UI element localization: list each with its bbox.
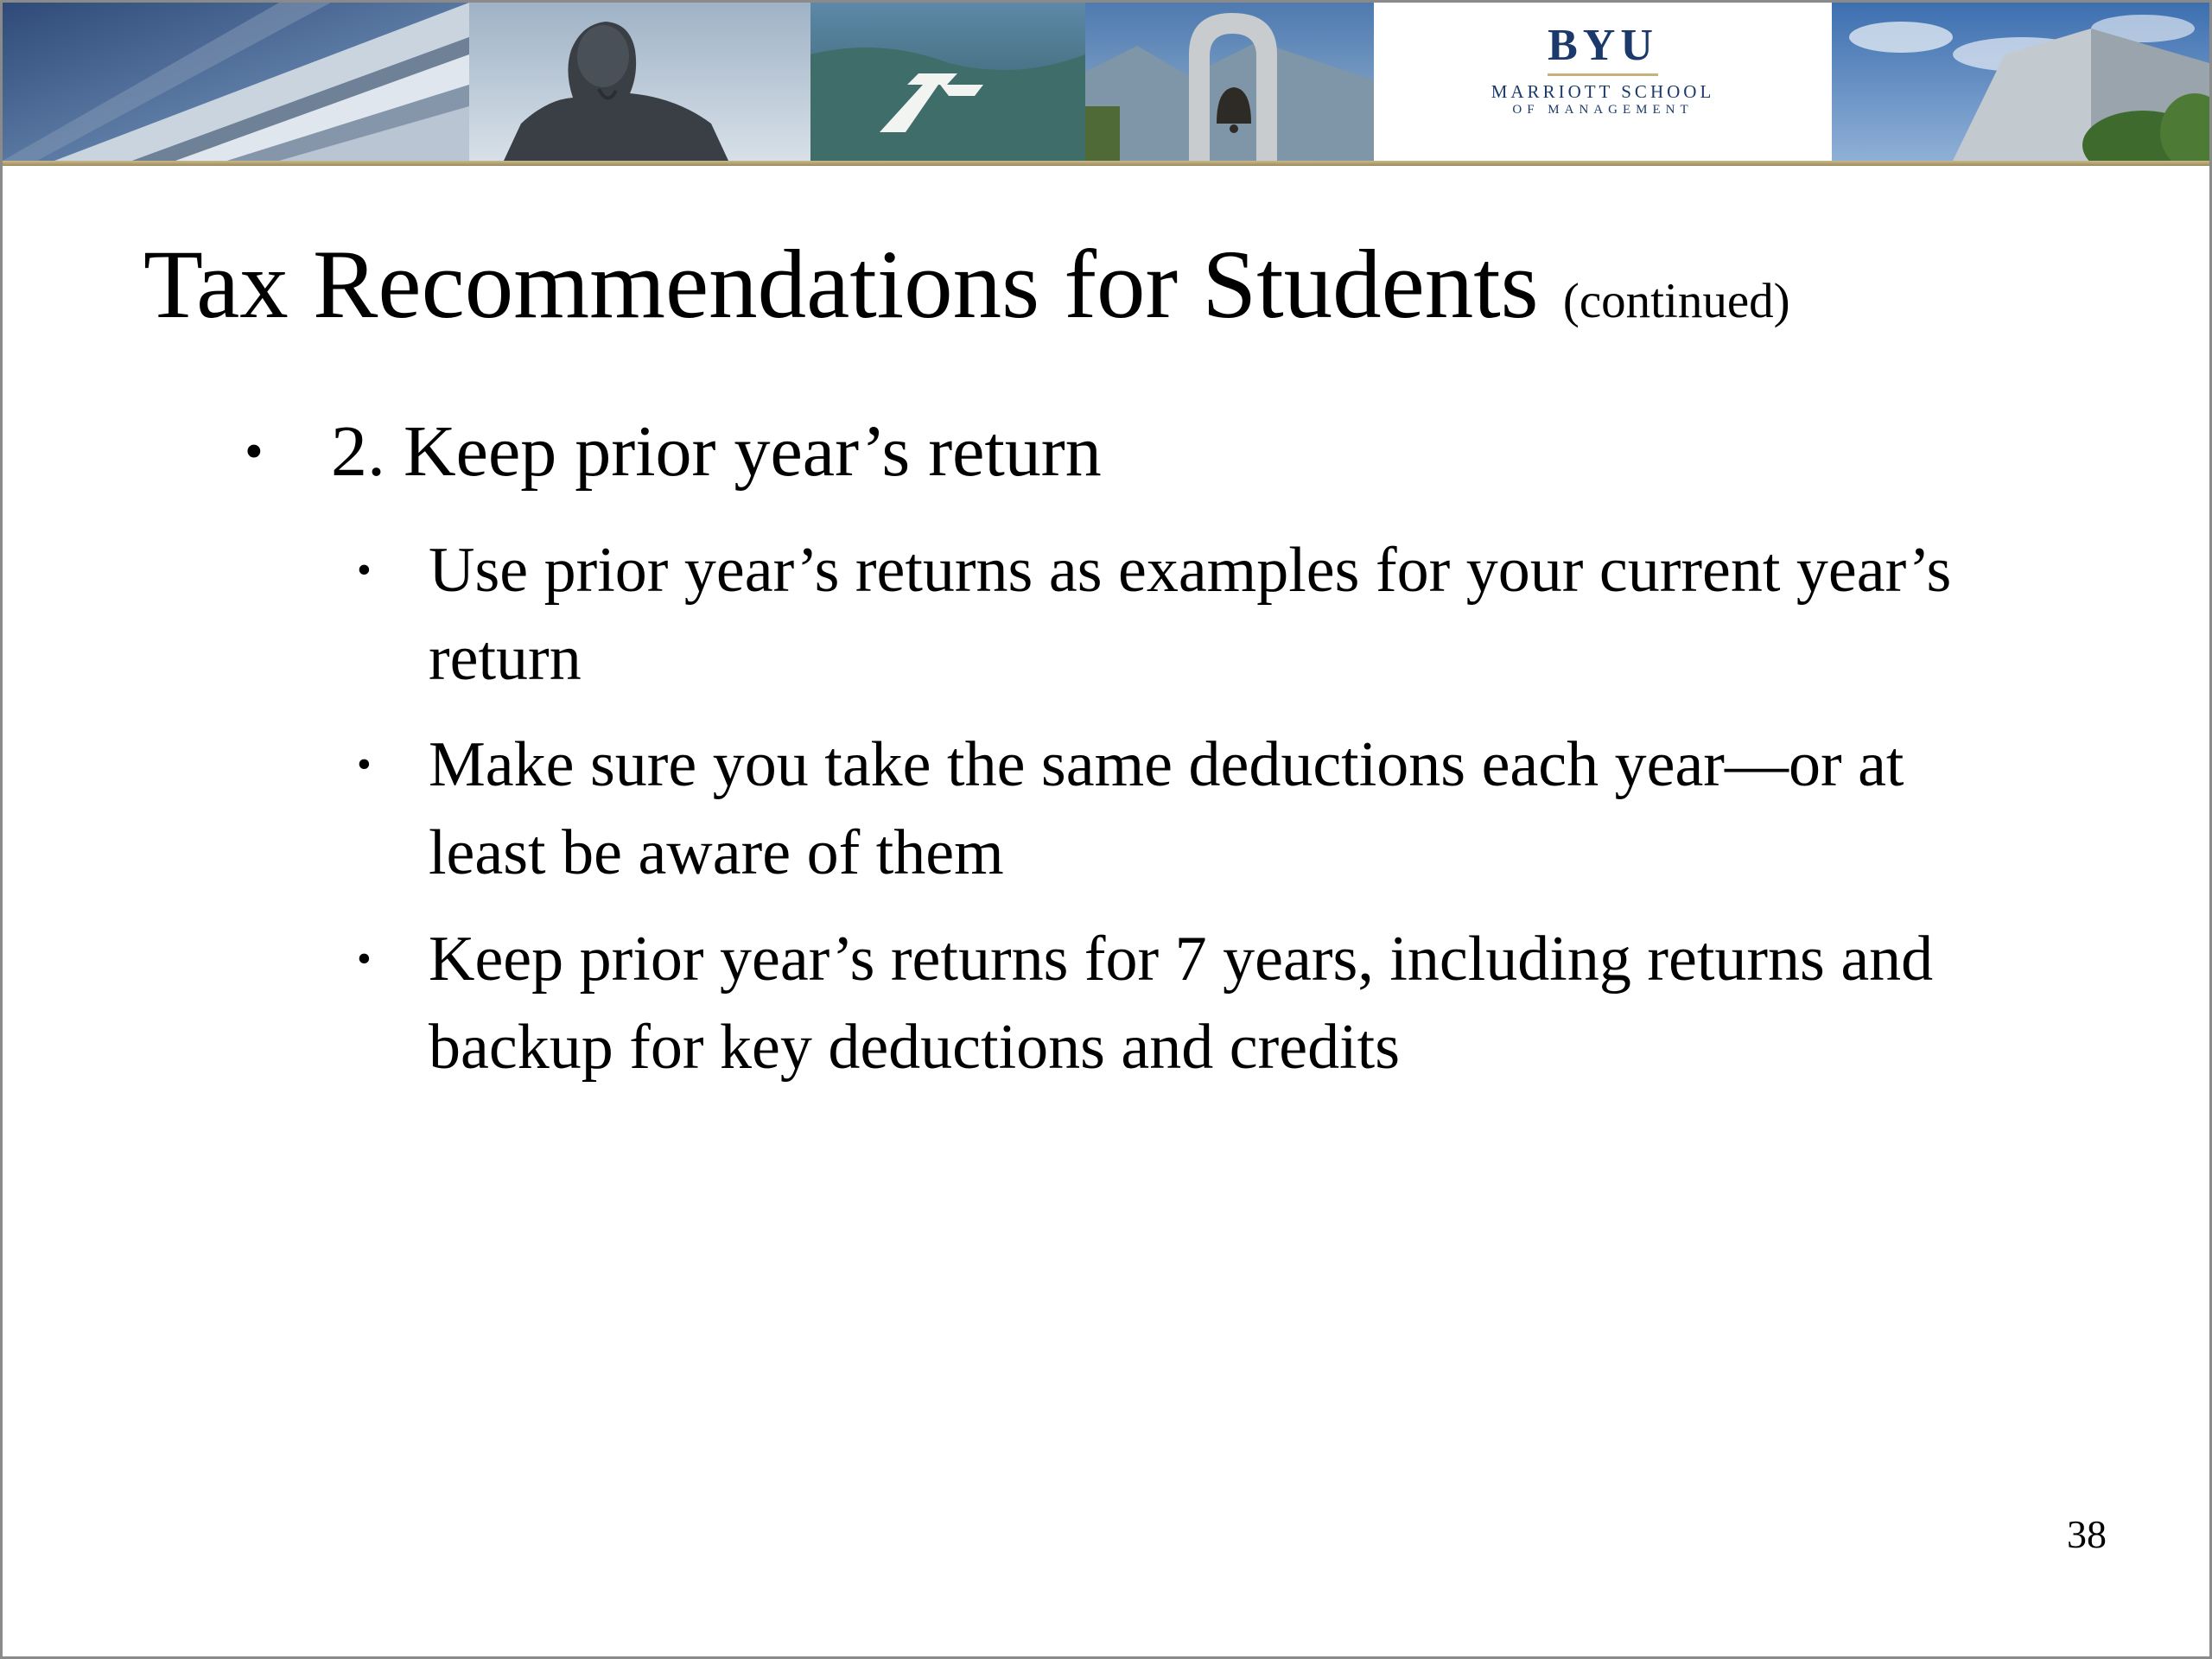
logo-school-subtitle: OF MANAGEMENT xyxy=(1512,103,1694,117)
banner-photo-bell-tower xyxy=(1085,3,1374,161)
slide-title-suffix: (continued) xyxy=(1562,274,1790,328)
banner-photo-sky-building xyxy=(1832,3,2209,161)
bullet-marker: • xyxy=(357,741,372,787)
sub-bullet-text: Make sure you take the same deductions each year—or at least be aware of them xyxy=(429,729,1904,888)
byu-marriott-logo xyxy=(1374,3,1832,161)
bullet-marker: • xyxy=(245,423,264,481)
header-banner xyxy=(3,3,2209,161)
slide-title-text: Tax Recommendations for Students xyxy=(143,231,1539,339)
logo-school-name: MARRIOTT SCHOOL xyxy=(1491,81,1715,102)
sub-bullet-text: Keep prior year’s returns for 7 years, including returns and backup for key deductions and credits xyxy=(429,924,1934,1083)
sub-bullet-text: Use prior year’s returns as examples for your current year’s return xyxy=(429,535,1952,694)
banner-photo-building xyxy=(3,3,469,161)
logo-byu: BYU xyxy=(1548,23,1658,76)
slide-title xyxy=(143,229,1790,358)
page-number: 38 xyxy=(2067,1512,2107,1556)
main-bullet-text: 2. Keep prior year’s return xyxy=(331,411,1102,492)
banner-divider xyxy=(3,161,2209,166)
banner-photo-statue xyxy=(469,3,810,161)
banner-photo-mountain-y xyxy=(810,3,1085,161)
bullet-marker: • xyxy=(357,936,372,982)
bullet-marker: • xyxy=(357,547,372,593)
